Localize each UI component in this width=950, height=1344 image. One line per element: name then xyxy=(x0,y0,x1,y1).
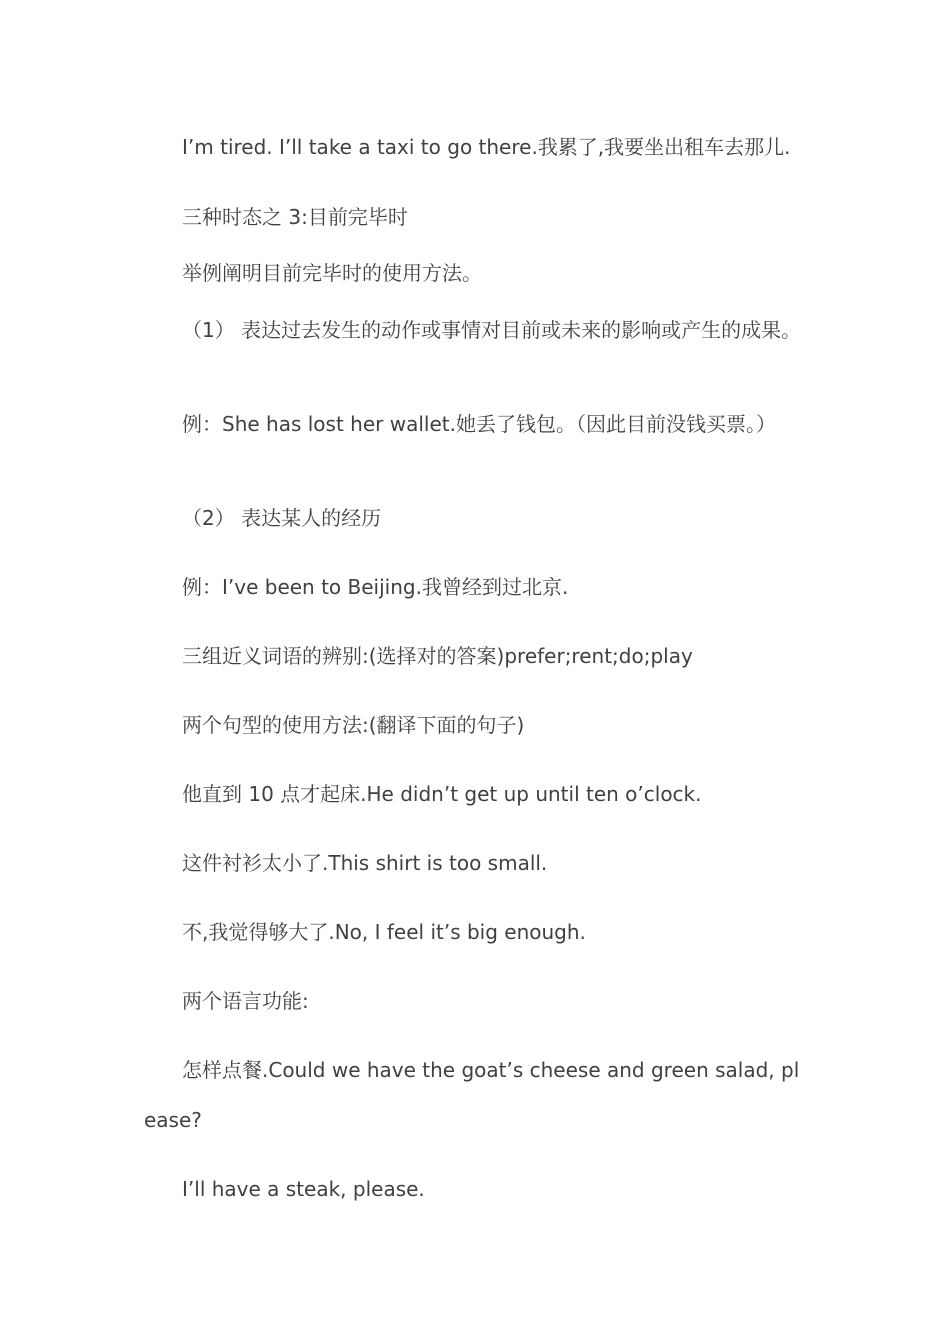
paragraph-synonyms: 三组近义词语的辨别:(选择对的答案)prefer;rent;do;play xyxy=(182,644,693,668)
paragraph-big-enough: 不,我觉得够大了.No, I feel it’s big enough. xyxy=(182,920,586,944)
paragraph-usage-intro: 举例阐明目前完毕时的使用方法。 xyxy=(182,261,482,285)
paragraph-example-beijing: 例：I’ve been to Beijing.我曾经到过北京. xyxy=(182,575,569,599)
paragraph-language-functions: 两个语言功能: xyxy=(182,989,309,1013)
paragraph-tense-heading: 三种时态之 3:目前完毕时 xyxy=(182,205,408,229)
paragraph-usage-2: （2） 表达某人的经历 xyxy=(182,506,382,530)
paragraph-example-wallet: 例：She has lost her wallet.她丢了钱包。（因此目前没钱买票。） xyxy=(182,412,776,436)
paragraph-shirt: 这件衬衫太小了.This shirt is too small. xyxy=(182,851,548,875)
paragraph-steak: I’ll have a steak, please. xyxy=(182,1177,425,1201)
paragraph-ordering: 怎样点餐.Could we have the goat’s cheese and green salad, please? xyxy=(144,1058,800,1132)
paragraph-get-up: 他直到 10 点才起床.He didn’t get up until ten o’clock. xyxy=(182,782,702,806)
paragraph-taxi: I’m tired. I’ll take a taxi to go there.我累了,我要坐出租车去那儿. xyxy=(182,135,791,159)
paragraph-sentence-patterns: 两个句型的使用方法:(翻译下面的句子) xyxy=(182,713,525,737)
paragraph-usage-1: （1） 表达过去发生的动作或事情对目前或未来的影响或产生的成果。 xyxy=(182,318,802,342)
